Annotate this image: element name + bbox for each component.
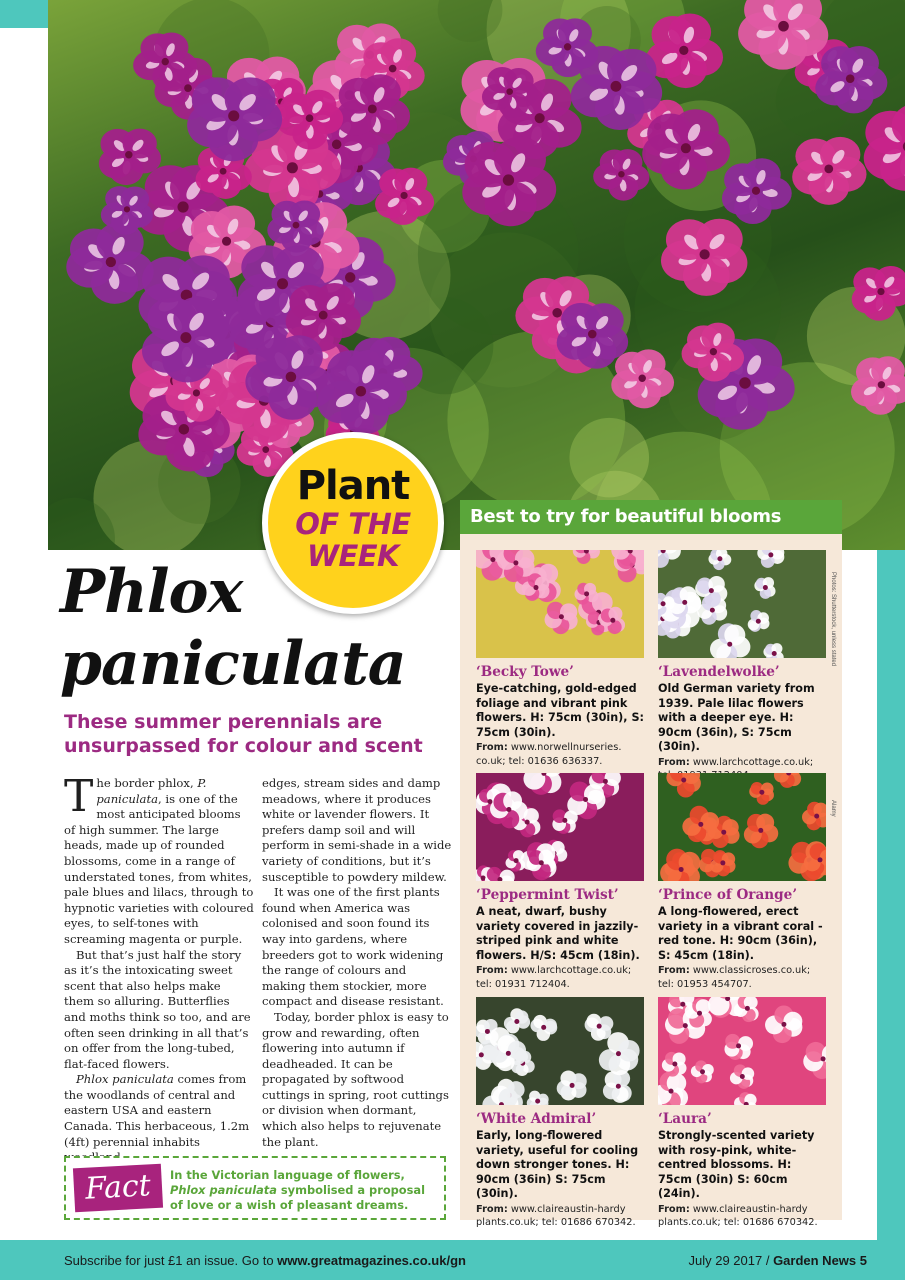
paragraph (64, 771, 254, 948)
variety-photo (658, 997, 826, 1105)
variety-card (476, 773, 646, 991)
italic-text: Phlox paniculata (76, 1072, 174, 1087)
source-text: www.classicroses.co.uk; tel: 01953 454707. (658, 965, 811, 990)
hero-phlox-photo (48, 0, 905, 550)
variety-name: ‘White Admiral’ (476, 1111, 597, 1127)
article-column-1 (64, 771, 254, 1166)
variety-source (658, 1203, 828, 1230)
photo-credit: Photos: Shutterstock, unless stated (830, 572, 836, 667)
paragraph (64, 1072, 254, 1166)
fact-text (170, 1168, 440, 1213)
paragraph: But that’s just half the story as it’s the intoxicating sweet scent that also helps make them so alluring. Butterflies and moths think so too, and are often seen drinking in all that’s on offer from the long-tubed, flat-faced flowers. (64, 947, 251, 1071)
variety-name: ‘Becky Towe’ (476, 664, 574, 680)
variety-card (658, 997, 828, 1230)
paragraph: It was one of the first plants found when America was colonised and soon found its way into gardens, where breeders got to work widening the range of colours and making them stockier, more compact and disease resistant. (262, 885, 444, 1009)
variety-photo (658, 550, 826, 658)
variety-description: Early, long-flowered variety, useful for cooling down stronger tones. H: 90cm (36in) S: 75cm (30in). (476, 1129, 639, 1200)
best-to-try-panel (460, 500, 842, 1228)
source-text: www.norwellnurseries. co.uk; tel: 01636 636337. (476, 742, 622, 767)
source-text: www.claireaustin-hardy plants.co.uk; tel: 01686 670342. (658, 1203, 818, 1228)
paragraph: Today, border phlox is easy to grow and rewarding, often flowering into autumn if deadheaded. It can be propagated by softwood cuttings in spring, root cuttings or division when dormant, which also helps to rejuvenate the plant. (262, 1009, 449, 1149)
hero-flowers-illustration (48, 0, 905, 550)
panel-heading: Best to try for beautiful blooms (460, 500, 842, 534)
variety-photo (476, 997, 644, 1105)
variety-description: Old German variety from 1939. Pale lilac flowers with a deeper eye. H: 90cm (36in), S: 75cm (30in). (658, 682, 815, 753)
italic-text: Phlox paniculata (170, 1183, 277, 1197)
variety-photo-illustration (658, 997, 826, 1105)
variety-card (658, 550, 828, 783)
from-label: From: (658, 965, 690, 976)
from-label: From: (658, 1203, 690, 1215)
page-number: 5 (856, 1252, 867, 1268)
variety-description: A long-flowered, erect variety in a vibrant coral -red tone. H: 90cm (36in), S: 45cm (18in). (658, 905, 823, 962)
paragraph: edges, stream sides and damp meadows, where it produces white or lavender flowers. It prefers damp soil and will perform in semi-shade in a wide variety of conditions, but it’s susceptible to powdery mildew. (262, 776, 452, 884)
variety-photo-illustration (476, 997, 644, 1105)
variety-photo-illustration (658, 773, 826, 881)
fact-box (64, 1156, 446, 1220)
fact-label: Fact (73, 1164, 163, 1213)
from-label: From: (476, 965, 508, 976)
text: , is one of the most anticipated blooms of high summer. The large heads, made up of rounded blossoms, come in a range of understated tones, from whites, pale blues and lilacs, through to hypnotic varieties with coloured eyes, to self-tones with screaming magenta or purple. (64, 791, 254, 946)
text: comes from the woodlands of central and eastern USA and eastern Canada. This herbaceous, 1.2m (4ft) perennial inhabits (64, 1072, 250, 1149)
variety-photo (476, 550, 644, 658)
variety-card (476, 550, 646, 768)
text: In the Victorian language of flowers, (170, 1168, 405, 1182)
folio (689, 1253, 868, 1268)
subscribe-line (64, 1253, 466, 1268)
article-title (60, 556, 406, 700)
badge-line-1: Plant (296, 463, 410, 509)
variety-source (658, 964, 828, 991)
photo-credit: Alamy (830, 800, 836, 817)
variety-photo-illustration (476, 773, 644, 881)
source-text: www.larchcottage.co.uk; (692, 756, 814, 768)
title-line-2: paniculata (60, 629, 406, 699)
subscribe-text: Subscribe for just £1 an issue. Go to (64, 1252, 278, 1268)
text: symbolised a proposal of love or a wish of pleasant dreams. (170, 1183, 425, 1212)
source-text: www.larchcottage.co.uk; tel: 01931 712404. (476, 965, 632, 990)
page-footer (0, 1240, 905, 1280)
variety-source (476, 1203, 646, 1230)
magazine-name: Garden News (773, 1252, 857, 1268)
teal-corner-block (0, 0, 48, 28)
variety-card (476, 997, 646, 1230)
from-label: From: (476, 1203, 508, 1215)
variety-source (476, 964, 646, 991)
variety-photo-illustration (658, 550, 826, 658)
badge-line-2: OF THE (295, 507, 411, 541)
variety-photo-illustration (476, 550, 644, 658)
variety-description: Eye-catching, gold-edged foliage and vibrant pink flowers. H: 75cm (30in), S: 75cm (30in). (476, 682, 644, 739)
subscribe-link[interactable]: www.greatmagazines.co.uk/gn (277, 1252, 466, 1268)
variety-card (658, 773, 828, 991)
variety-description: Strongly-scented variety with rosy-pink, white-centred blossoms. H: 75cm (30in) S: 60cm (24in). (658, 1129, 815, 1200)
from-label: From: (658, 756, 690, 768)
variety-photo (476, 773, 644, 881)
from-label: From: (476, 742, 508, 753)
variety-name: ‘Prince of Orange’ (658, 887, 798, 903)
article-column-2 (262, 776, 452, 1150)
teal-side-bar (877, 550, 905, 1240)
title-line-1: Phlox (60, 557, 243, 627)
variety-photo (658, 773, 826, 881)
drop-cap: T (64, 771, 94, 822)
variety-name: ‘Laura’ (658, 1111, 712, 1127)
article-subtitle: These summer perennials are unsurpassed for colour and scent (64, 711, 423, 757)
issue-date: July 29 2017 / (688, 1252, 774, 1268)
variety-name: ‘Peppermint Twist’ (476, 887, 619, 903)
text: he border phlox, (96, 776, 198, 790)
variety-source (476, 741, 646, 768)
variety-name: ‘Lavendelwolke’ (658, 664, 780, 680)
variety-description: A neat, dwarf, bushy variety covered in jazzily-striped pink and white flowers. H/S: 45cm (18in). (476, 905, 640, 962)
italic-text: P. paniculata (96, 776, 207, 806)
badge-line-3: WEEK (306, 539, 400, 573)
source-text: www.claireaustin-hardy plants.co.uk; tel: 01686 670342. (476, 1203, 636, 1228)
